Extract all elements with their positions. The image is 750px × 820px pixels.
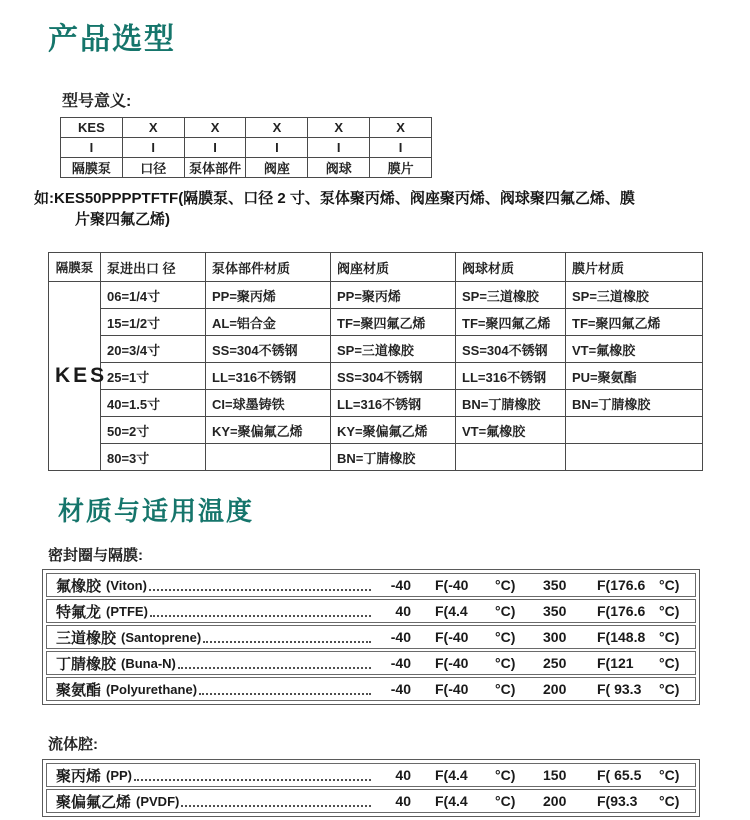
temp-c-high: F(93.3 xyxy=(597,793,638,809)
temp-row xyxy=(46,763,696,787)
model-table-row xyxy=(61,118,432,138)
fluid-section-label: 流体腔: xyxy=(48,736,98,753)
material-name-en: (Viton) xyxy=(106,577,147,593)
selection-corner-header: 隔膜泵 xyxy=(49,253,101,282)
temp-f-low: -40 xyxy=(390,655,411,671)
selection-table-row xyxy=(49,282,703,309)
selection-table xyxy=(48,252,703,471)
model-table-cell: 泵体部件 xyxy=(184,158,246,178)
material-name-cn: 氟橡胶 xyxy=(56,577,102,595)
model-meaning-label: 型号意义: xyxy=(62,93,132,110)
temp-row xyxy=(46,651,696,675)
selection-table-cell: CI=球墨铸铁 xyxy=(206,390,331,417)
model-example-line1: 如:KES50PPPPTFTF(隔膜泵、口径 2 寸、泵体聚丙烯、阀座聚丙烯、阀球聚四氟乙烯、膜 xyxy=(34,190,635,207)
model-table-cell: 隔膜泵 xyxy=(61,158,123,178)
temp-c-high: F(148.8 xyxy=(597,629,646,645)
selection-table-cell: VT=氟橡胶 xyxy=(456,417,566,444)
temp-c-low-unit: °C) xyxy=(495,577,516,593)
selection-table-cell: 15=1/2寸 xyxy=(101,309,206,336)
selection-table-cell: SS=304不锈钢 xyxy=(331,363,456,390)
selection-table-cell: LL=316不锈钢 xyxy=(456,363,566,390)
model-table-cell: KES xyxy=(61,118,123,138)
selection-column-header: 膜片材质 xyxy=(566,253,703,282)
section-title: 材质与适用温度 xyxy=(58,496,255,526)
selection-header-row xyxy=(49,253,703,282)
temp-c-low-unit: °C) xyxy=(495,629,516,645)
seal-temp-table xyxy=(42,569,700,705)
material-name-en: (Santoprene) xyxy=(121,629,202,645)
leader-dots xyxy=(199,684,371,695)
model-table-cell: I xyxy=(61,138,123,158)
selection-table-row xyxy=(49,336,703,363)
temp-c-low: F(-40 xyxy=(435,629,469,645)
temp-c-low: F(4.4 xyxy=(435,767,468,783)
temp-c-low: F(4.4 xyxy=(435,793,468,809)
selection-table-cell: BN=丁腈橡胶 xyxy=(331,444,456,471)
model-table-cell: I xyxy=(122,138,184,158)
selection-table-cell: 50=2寸 xyxy=(101,417,206,444)
temp-c-low: F(-40 xyxy=(435,655,469,671)
model-example-line2: 片聚四氟乙烯) xyxy=(75,211,170,228)
material-name-cn: 聚丙烯 xyxy=(56,767,102,785)
model-table-cell: X xyxy=(184,118,246,138)
temp-f-low: -40 xyxy=(390,577,411,593)
material-name-en: (PTFE) xyxy=(106,603,148,619)
selection-column-header: 阀球材质 xyxy=(456,253,566,282)
temp-f-low: 40 xyxy=(395,767,411,783)
model-table-row xyxy=(61,158,432,178)
temp-c-low-unit: °C) xyxy=(495,655,516,671)
selection-table-cell: 06=1/4寸 xyxy=(101,282,206,309)
temp-row xyxy=(46,625,696,649)
selection-table-cell: KY=聚偏氟乙烯 xyxy=(206,417,331,444)
model-table-cell: 口径 xyxy=(122,158,184,178)
model-table-cell: X xyxy=(308,118,370,138)
temp-c-low: F(4.4 xyxy=(435,603,468,619)
selection-table-body xyxy=(49,282,703,471)
leader-dots xyxy=(149,580,371,591)
material-name-cn: 聚偏氟乙烯 xyxy=(56,793,132,811)
temp-c-low-unit: °C) xyxy=(495,681,516,697)
selection-table-cell: SS=304不锈钢 xyxy=(456,336,566,363)
temp-f-high: 300 xyxy=(543,629,567,645)
material-name-cn: 特氟龙 xyxy=(56,603,102,621)
selection-table-cell: PP=聚丙烯 xyxy=(206,282,331,309)
selection-table-cell: 80=3寸 xyxy=(101,444,206,471)
leader-dots xyxy=(203,632,371,643)
temp-f-high: 250 xyxy=(543,655,567,671)
temp-c-low-unit: °C) xyxy=(495,767,516,783)
model-table-cell: X xyxy=(122,118,184,138)
selection-table-cell: AL=铝合金 xyxy=(206,309,331,336)
model-example xyxy=(34,188,750,230)
selection-table-cell: VT=氟橡胶 xyxy=(566,336,703,363)
selection-table-cell: KY=聚偏氟乙烯 xyxy=(331,417,456,444)
temp-f-low: -40 xyxy=(390,681,411,697)
model-table-cell: X xyxy=(246,118,308,138)
temp-c-low: F(-40 xyxy=(435,681,469,697)
material-name-cn: 聚氨酯 xyxy=(56,681,102,699)
selection-table-cell: PP=聚丙烯 xyxy=(331,282,456,309)
catalog-page xyxy=(0,14,750,820)
temp-f-high: 200 xyxy=(543,681,567,697)
model-table-cell: X xyxy=(370,118,432,138)
model-table-cell: I xyxy=(184,138,246,158)
temp-row xyxy=(46,573,696,597)
temp-c-high: F(176.6 xyxy=(597,577,646,593)
temp-c-high-unit: °C) xyxy=(659,603,680,619)
selection-table-cell: BN=丁腈橡胶 xyxy=(566,390,703,417)
selection-table-cell: LL=316不锈钢 xyxy=(206,363,331,390)
selection-column-header: 泵进出口 径 xyxy=(101,253,206,282)
selection-table-cell: 25=1寸 xyxy=(101,363,206,390)
model-table-cell: 膜片 xyxy=(370,158,432,178)
model-table-row xyxy=(61,138,432,158)
temp-c-high: F(121 xyxy=(597,655,634,671)
series-cell: KES xyxy=(49,282,101,471)
selection-table-row xyxy=(49,309,703,336)
temp-row xyxy=(46,599,696,623)
model-table-cell: 阀球 xyxy=(308,158,370,178)
material-name-en: (PVDF) xyxy=(136,793,180,809)
temp-f-high: 350 xyxy=(543,577,567,593)
selection-table-row xyxy=(49,363,703,390)
page-title: 产品选型 xyxy=(48,23,176,56)
selection-table-cell: TF=聚四氟乙烯 xyxy=(566,309,703,336)
material-name-en: (Polyurethane) xyxy=(106,681,198,697)
selection-table-cell: PU=聚氨酯 xyxy=(566,363,703,390)
model-table-cell: 阀座 xyxy=(246,158,308,178)
selection-table-cell: TF=聚四氟乙烯 xyxy=(456,309,566,336)
temp-c-high-unit: °C) xyxy=(659,577,680,593)
temp-c-high-unit: °C) xyxy=(659,793,680,809)
temp-row xyxy=(46,789,696,813)
material-name-en: (PP) xyxy=(106,767,133,783)
model-table-cell: I xyxy=(246,138,308,158)
selection-table-cell: 20=3/4寸 xyxy=(101,336,206,363)
temp-row xyxy=(46,677,696,701)
selection-column-header: 阀座材质 xyxy=(331,253,456,282)
temp-f-high: 200 xyxy=(543,793,567,809)
leader-dots xyxy=(134,770,371,781)
selection-table-cell: BN=丁腈橡胶 xyxy=(456,390,566,417)
temp-f-low: 40 xyxy=(395,793,411,809)
temp-f-low: 40 xyxy=(395,603,411,619)
temp-c-high: F( 93.3 xyxy=(597,681,642,697)
temp-c-high-unit: °C) xyxy=(659,681,680,697)
temp-c-high: F( 65.5 xyxy=(597,767,642,783)
temp-c-low: F(-40 xyxy=(435,577,469,593)
selection-table-cell: SP=三道橡胶 xyxy=(456,282,566,309)
selection-table-cell: TF=聚四氟乙烯 xyxy=(331,309,456,336)
leader-dots xyxy=(178,658,371,669)
seal-section-label: 密封圈与隔膜: xyxy=(48,547,143,564)
temp-f-high: 350 xyxy=(543,603,567,619)
model-table-body xyxy=(61,118,432,178)
material-name-cn: 丁腈橡胶 xyxy=(56,655,117,673)
selection-table-cell: SS=304不锈钢 xyxy=(206,336,331,363)
selection-column-header: 泵体部件材质 xyxy=(206,253,331,282)
selection-table-cell: SP=三道橡胶 xyxy=(331,336,456,363)
model-table-cell: I xyxy=(308,138,370,158)
model-table-cell: I xyxy=(370,138,432,158)
model-table xyxy=(60,117,432,178)
selection-table-row xyxy=(49,417,703,444)
selection-table-row xyxy=(49,390,703,417)
material-name-cn: 三道橡胶 xyxy=(56,629,117,647)
temp-c-high: F(176.6 xyxy=(597,603,646,619)
temp-f-low: -40 xyxy=(390,629,411,645)
fluid-temp-table xyxy=(42,759,700,817)
temp-c-high-unit: °C) xyxy=(659,629,680,645)
selection-table-row xyxy=(49,444,703,471)
leader-dots xyxy=(150,606,371,617)
selection-table-cell: 40=1.5寸 xyxy=(101,390,206,417)
temp-c-high-unit: °C) xyxy=(659,655,680,671)
temp-c-low-unit: °C) xyxy=(495,793,516,809)
temp-c-low-unit: °C) xyxy=(495,603,516,619)
selection-table-cell: LL=316不锈钢 xyxy=(331,390,456,417)
material-name-en: (Buna-N) xyxy=(121,655,176,671)
leader-dots xyxy=(181,796,371,807)
temp-c-high-unit: °C) xyxy=(659,767,680,783)
temp-f-high: 150 xyxy=(543,767,567,783)
selection-table-cell xyxy=(206,444,331,471)
selection-table-cell: SP=三道橡胶 xyxy=(566,282,703,309)
selection-table-cell xyxy=(456,444,566,471)
selection-table-cell xyxy=(566,444,703,471)
selection-table-cell xyxy=(566,417,703,444)
